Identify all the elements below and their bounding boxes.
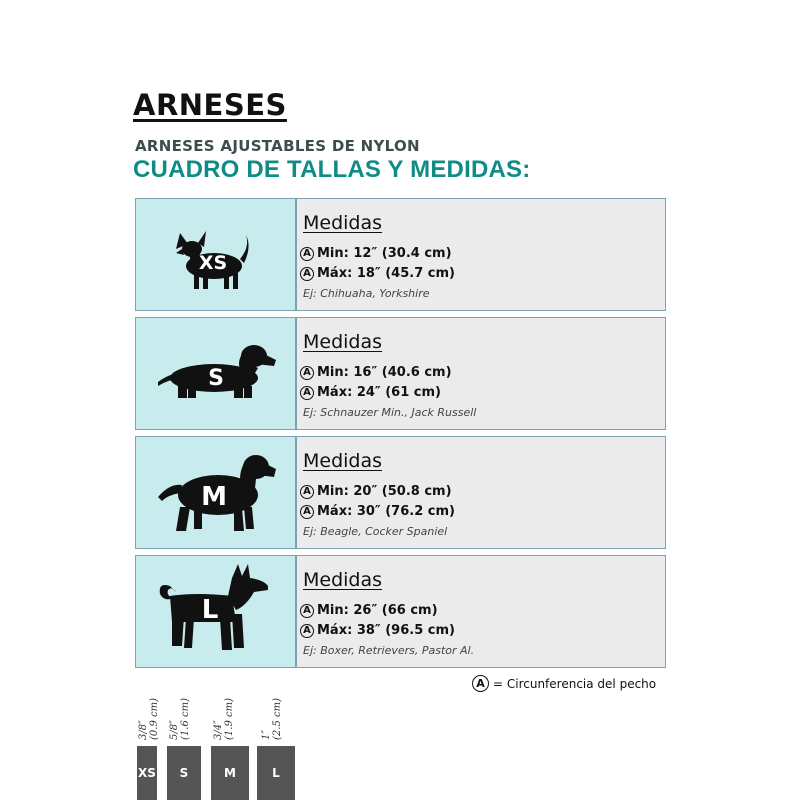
size-image-cell (135, 555, 296, 668)
chest-circumference-icon: A (300, 267, 314, 281)
medidas-heading: Medidas (303, 212, 383, 234)
breed-examples: Ej: Schnauzer Min., Jack Russell (303, 406, 477, 419)
breed-examples: Ej: Beagle, Cocker Spaniel (303, 525, 448, 538)
strap-width-inches: 3/8″ (138, 720, 149, 740)
legend (472, 675, 656, 692)
breed-examples: Ej: Chihuaha, Yorkshire (303, 287, 430, 300)
spaniel-silhouette-icon (136, 437, 295, 548)
medidas-heading: Medidas (303, 331, 383, 353)
chest-circumference-icon: A (300, 247, 314, 261)
size-label: M (201, 482, 227, 512)
husky-silhouette-icon (136, 556, 295, 667)
size-label: L (201, 595, 219, 625)
chest-circumference-icon: A (300, 505, 314, 519)
chest-circumference-icon: A (300, 386, 314, 400)
min-measure (300, 246, 452, 261)
strap-width-inches: 3/4″ (213, 720, 224, 740)
strap-width-label-s (169, 698, 191, 740)
size-row-xs (135, 198, 665, 311)
max-measure-text: Máx: 30″ (76.2 cm) (317, 504, 455, 519)
min-measure (300, 365, 452, 380)
strap-width-inches: 5/8″ (169, 720, 180, 740)
chest-circumference-icon: A (300, 485, 314, 499)
max-measure (300, 266, 455, 281)
breed-examples: Ej: Boxer, Retrievers, Pastor Al. (303, 644, 475, 657)
size-image-cell (135, 198, 296, 311)
size-info-cell (296, 555, 666, 668)
page-title: ARNESES (133, 88, 287, 122)
dachshund-silhouette-icon (136, 318, 295, 429)
size-row-s (135, 317, 665, 430)
size-label: XS (198, 252, 228, 274)
chest-circumference-icon: A (300, 604, 314, 618)
legend-text: = Circunferencia del pecho (493, 676, 657, 691)
max-measure-text: Máx: 18″ (45.7 cm) (317, 266, 455, 281)
min-measure (300, 484, 452, 499)
strap-bar-s: S (167, 746, 201, 800)
min-measure-text: Min: 16″ (40.6 cm) (317, 365, 452, 380)
medidas-heading: Medidas (303, 450, 383, 472)
subtitle: ARNESES AJUSTABLES DE NYLON (135, 137, 420, 155)
size-info-cell (296, 317, 666, 430)
max-measure-text: Máx: 38″ (96.5 cm) (317, 623, 455, 638)
size-info-cell (296, 198, 666, 311)
max-measure (300, 504, 455, 519)
max-measure-text: Máx: 24″ (61 cm) (317, 385, 441, 400)
size-chart-heading: CUADRO DE TALLAS Y MEDIDAS: (133, 156, 531, 183)
strap-width-cm: (1.9 cm) (224, 698, 235, 740)
strap-bar-l: L (257, 746, 295, 800)
chest-circumference-icon: A (472, 675, 489, 692)
size-info-cell (296, 436, 666, 549)
chest-circumference-icon: A (300, 366, 314, 380)
strap-width-inches: 1″ (261, 729, 272, 740)
chest-circumference-icon: A (300, 624, 314, 638)
max-measure (300, 623, 455, 638)
strap-bar-xs: XS (137, 746, 157, 800)
size-row-m (135, 436, 665, 549)
min-measure-text: Min: 12″ (30.4 cm) (317, 246, 452, 261)
strap-width-label-l (261, 698, 283, 740)
size-image-cell (135, 436, 296, 549)
size-row-l (135, 555, 665, 668)
max-measure (300, 385, 441, 400)
min-measure-text: Min: 26″ (66 cm) (317, 603, 438, 618)
strap-width-label-xs (138, 698, 160, 740)
strap-bar-m: M (211, 746, 249, 800)
min-measure-text: Min: 20″ (50.8 cm) (317, 484, 452, 499)
size-label: S (208, 366, 224, 391)
strap-width-cm: (2.5 cm) (272, 698, 283, 740)
size-image-cell (135, 317, 296, 430)
strap-width-cm: (1.6 cm) (180, 698, 191, 740)
strap-width-cm: (0.9 cm) (149, 698, 160, 740)
min-measure (300, 603, 438, 618)
medidas-heading: Medidas (303, 569, 383, 591)
chihuahua-silhouette-icon (136, 199, 295, 310)
strap-width-label-m (213, 698, 235, 740)
